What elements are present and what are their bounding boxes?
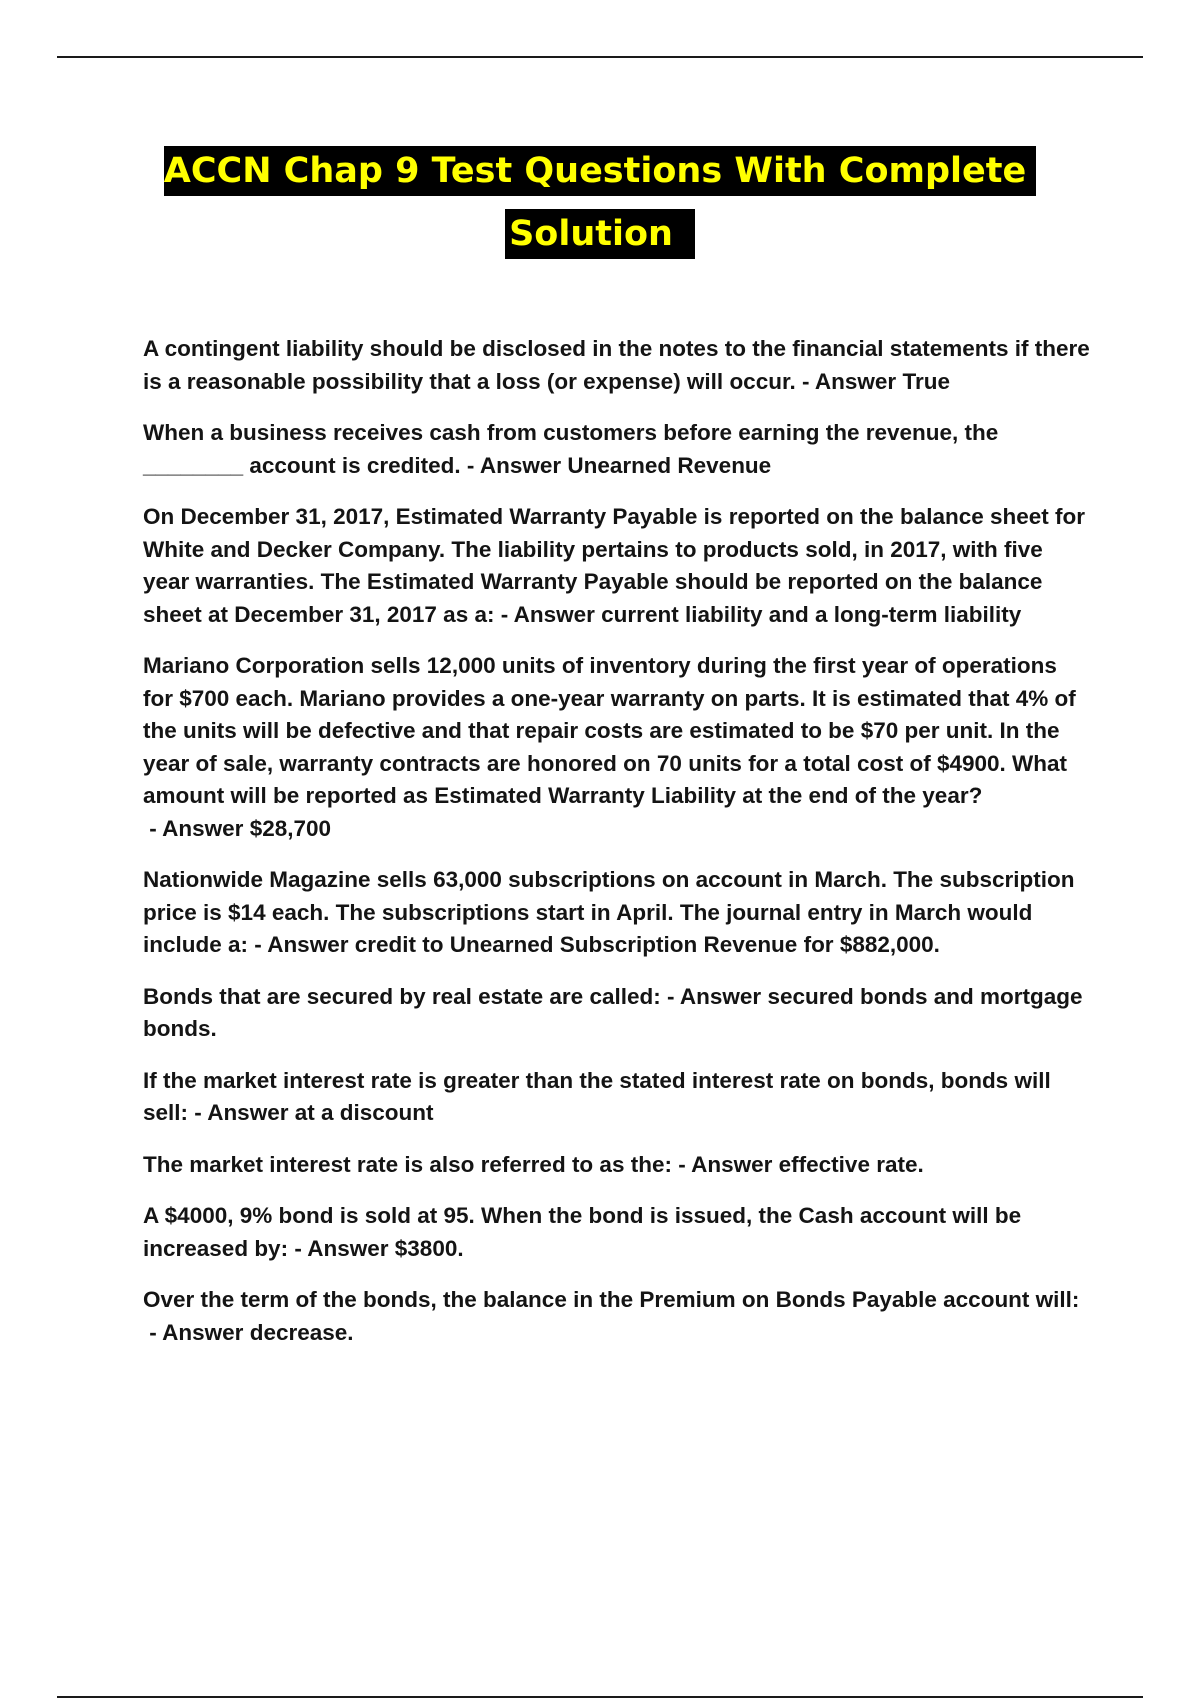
answer-text: $3800. <box>394 1235 464 1261</box>
qa-item-2 <box>143 417 1093 482</box>
answer-separator: - Answer <box>795 368 903 394</box>
question-text: Nationwide Magazine sells 63,000 subscriptions on account in March. The subscription price is $14 each. The subscriptions start in April. The journal entry in March would include a: <box>143 867 1075 957</box>
answer-text: secured bonds and mortgage bonds. <box>143 983 1083 1041</box>
bottom-rule <box>57 1696 1143 1698</box>
answer-separator: - Answer <box>460 452 568 478</box>
answer-separator: - Answer <box>248 932 355 957</box>
qa-item-3 <box>143 501 1093 631</box>
answer-separator: - Answer <box>660 983 768 1009</box>
qa-item-1 <box>143 333 1093 398</box>
qa-item-9 <box>143 1200 1093 1265</box>
top-rule <box>57 56 1143 58</box>
question-text: Bonds that are secured by real estate are called: <box>143 983 661 1009</box>
answer-separator: - Answer <box>188 1100 295 1125</box>
qa-item-6 <box>143 981 1093 1046</box>
answer-separator: - Answer <box>288 1235 395 1261</box>
question-text: On December 31, 2017, Estimated Warranty Payable is reported on the balance sheet for White and Decker Company. The liability pertains to products sold, in 2017, with five year warranties. The Estimated Warranty Payable should be reported on the balance sheet at December 31, 2017 as a: <box>143 504 1086 627</box>
title-line-1: ACCN Chap 9 Test Questions With Complete <box>164 146 1037 196</box>
answer-separator: - Answer <box>494 601 602 627</box>
question-text: If the market interest rate is greater than the stated interest rate on bonds, bonds will sell: <box>143 1067 1051 1125</box>
qa-item-8 <box>143 1149 1093 1182</box>
answer-text: credit to Unearned Subscription Revenue for $882,000. <box>354 932 940 957</box>
question-text: When a business receives cash from customers before earning the revenue, the ________ account is credited. <box>143 420 999 478</box>
answer-text: decrease. <box>249 1319 354 1345</box>
question-text: The market interest rate is also referred to as the: <box>143 1151 672 1177</box>
answer-text: current liability and a long-term liability <box>601 601 1022 627</box>
qa-list <box>143 333 1093 1368</box>
answer-text: $28,700 <box>249 815 332 841</box>
qa-item-7 <box>143 1065 1093 1130</box>
answer-separator: - Answer <box>143 815 250 841</box>
answer-text: Unearned Revenue <box>567 452 772 478</box>
qa-item-4 <box>143 650 1093 845</box>
title-line-2: Solution <box>505 209 695 259</box>
answer-text: at a discount <box>294 1100 434 1125</box>
document-title <box>0 142 1200 268</box>
question-text: A $4000, 9% bond is sold at 95. When the bond is issued, the Cash account will be increased by: <box>143 1203 1022 1261</box>
answer-text: effective rate. <box>778 1151 924 1177</box>
answer-text: True <box>902 368 950 394</box>
question-text: A contingent liability should be disclosed in the notes to the financial statements if there is a reasonable possibility that a loss (or expense) will occur. <box>143 336 1090 394</box>
answer-separator: - Answer <box>671 1151 779 1177</box>
question-text: Over the term of the bonds, the balance in the Premium on Bonds Payable account will: <box>143 1287 1080 1312</box>
answer-separator: - Answer <box>143 1319 250 1345</box>
question-text: Mariano Corporation sells 12,000 units of inventory during the first year of operations for $700 each. Mariano provides a one-year warranty on parts. It is estimated that 4% of the units will be defective and that repair costs are estimated to be $70 per unit. In the year of sale, warranty contracts are honored on 70 units for a total cost of $4900. What amount will be reported as Estimated Warranty Liability at the end of the year? <box>143 653 1076 808</box>
qa-item-5 <box>143 864 1093 962</box>
qa-item-10 <box>143 1284 1093 1349</box>
